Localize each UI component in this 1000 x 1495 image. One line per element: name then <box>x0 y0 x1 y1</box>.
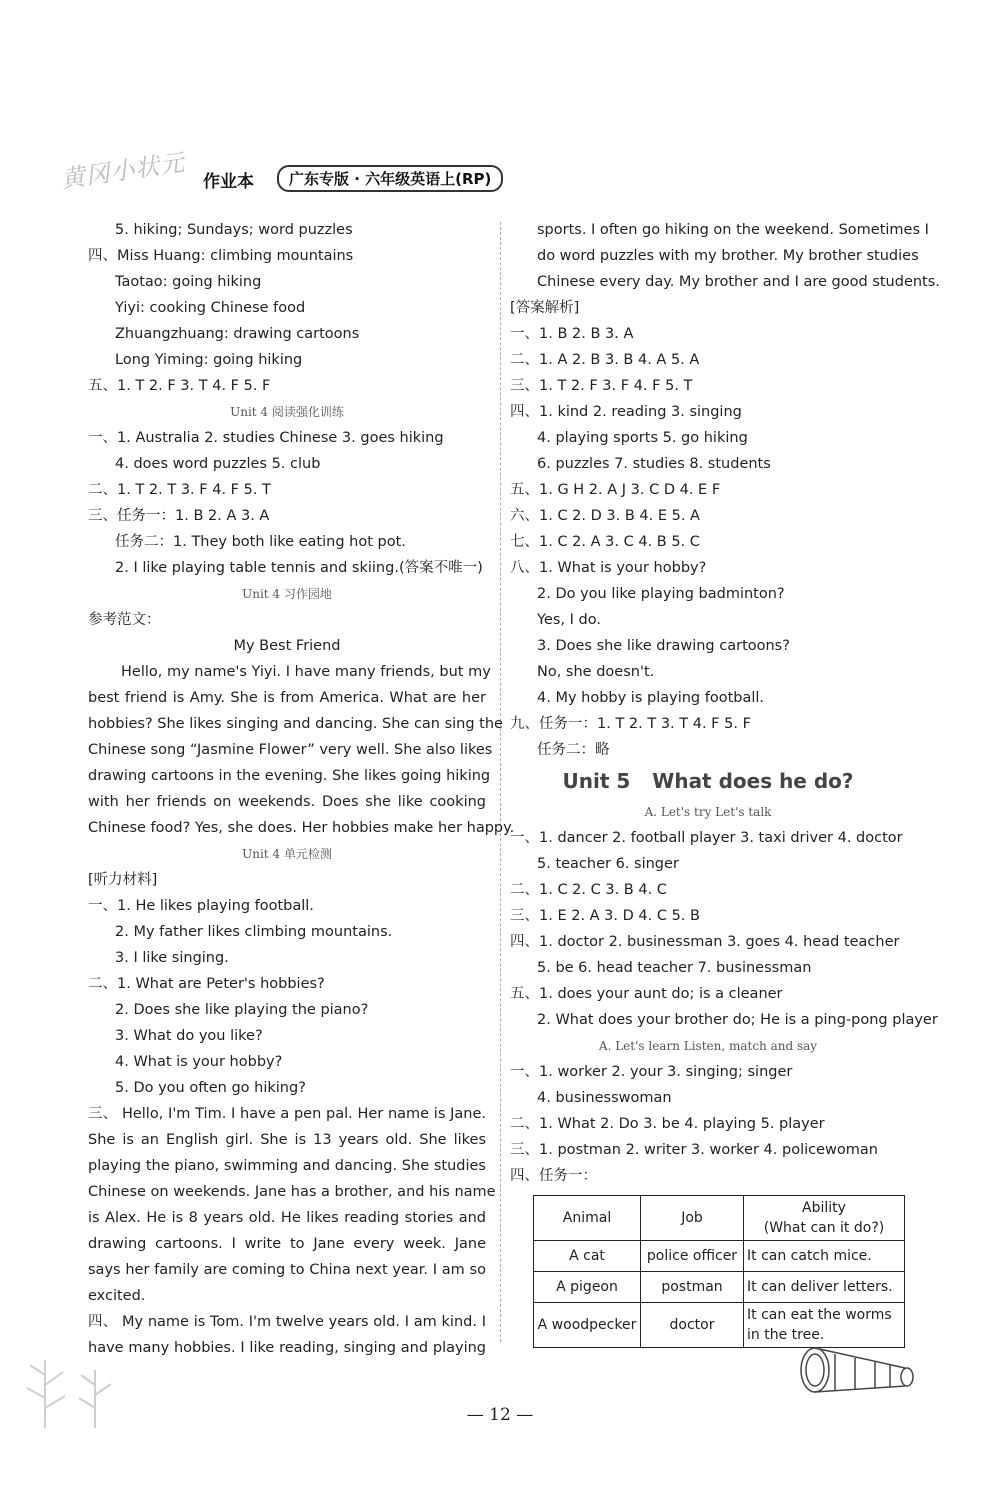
passage-line: 三、 Hello, I'm Tim. I have a pen pal. Her name is Jane. <box>88 1106 486 1122</box>
cell-ability: It can catch mice. <box>744 1241 905 1272</box>
essay-line: drawing cartoons in the evening. She likes going hiking <box>88 768 491 784</box>
answer-line: 五、1. G H 2. A J 3. C D 4. E F <box>510 482 721 498</box>
cell-job: doctor <box>641 1303 744 1348</box>
answer-line: 4. playing sports 5. go hiking <box>537 430 748 446</box>
answer-line: Yiyi: cooking Chinese food <box>115 300 306 316</box>
essay-line: Chinese song “Jasmine Flower” very well. She also likes <box>88 742 493 758</box>
essay-line: with her friends on weekends. Does she like cooking <box>88 794 486 810</box>
passage-line: 四、 My name is Tom. I'm twelve years old. I am kind. I <box>88 1314 486 1330</box>
answer-line: 3. Does she like drawing cartoons? <box>537 638 790 654</box>
answer-line: 5. teacher 6. singer <box>537 856 679 872</box>
header-animal: Animal <box>534 1196 641 1241</box>
column-divider <box>500 222 501 1342</box>
answer-line: 一、1. worker 2. your 3. singing; singer <box>510 1064 793 1080</box>
section-heading: A. Let's try Let's talk <box>644 805 772 819</box>
passage-line: says her family are coming to China next year. I am so <box>88 1262 486 1278</box>
edition-badge: 广东专版 · 六年级英语上(RP) <box>277 165 503 192</box>
answer-line: 2. I like playing table tennis and skiing.(答案不唯一) <box>115 560 483 576</box>
cell-ability: It can deliver letters. <box>744 1272 905 1303</box>
essay-line: best friend is Amy. She is from America. What are her <box>88 690 486 706</box>
passage-line: excited. <box>88 1288 146 1304</box>
cell-animal: A pigeon <box>534 1272 641 1303</box>
answer-line: 七、1. C 2. A 3. C 4. B 5. C <box>510 534 700 550</box>
table-header-row <box>534 1196 905 1241</box>
answer-line: 三、1. T 2. F 3. F 4. F 5. T <box>510 378 693 394</box>
header-ability <box>744 1196 905 1241</box>
passage-line: drawing cartoons. I write to Jane every week. Jane <box>88 1236 486 1252</box>
answer-line: 九、任务一：1. T 2. T 3. T 4. F 5. F <box>510 716 751 732</box>
answer-line: 2. Do you like playing badminton? <box>537 586 785 602</box>
answer-line: 任务二：1. They both like eating hot pot. <box>115 534 406 550</box>
cell-job: postman <box>641 1272 744 1303</box>
section-heading: Unit 4 阅读强化训练 <box>230 405 344 419</box>
right-column <box>510 217 940 1348</box>
answer-line: 2. What does your brother do; He is a ping-pong player <box>537 1012 938 1028</box>
telescope-icon <box>795 1340 925 1410</box>
header-ability-title: Ability <box>802 1200 846 1216</box>
passage-line: sports. I often go hiking on the weekend. Sometimes I <box>537 222 929 238</box>
answer-line: 二、1. A 2. B 3. B 4. A 5. A <box>510 352 700 368</box>
unit-name: What does he do? <box>652 769 854 793</box>
passage-line: is Alex. He is 8 years old. He likes reading stories and <box>88 1210 486 1226</box>
answer-line: 2. Does she like playing the piano? <box>115 1002 369 1018</box>
book-type: 作业本 <box>203 172 254 192</box>
table-row <box>534 1241 905 1272</box>
answer-line: 5. hiking; Sundays; word puzzles <box>115 222 353 238</box>
header-ability-subtitle: (What can it do?) <box>763 1220 885 1236</box>
header-job: Job <box>641 1196 744 1241</box>
page-header <box>55 145 535 195</box>
answer-line: 四、1. kind 2. reading 3. singing <box>510 404 742 420</box>
cell-job: police officer <box>641 1241 744 1272</box>
answer-line: 四、1. doctor 2. businessman 3. goes 4. head teacher <box>510 934 900 950</box>
cell-animal: A woodpecker <box>534 1303 641 1348</box>
animal-job-table <box>533 1195 905 1348</box>
answer-line: 四、Miss Huang: climbing mountains <box>88 248 354 264</box>
essay-line: hobbies? She likes singing and dancing. She can sing the <box>88 716 503 732</box>
answer-line: 6. puzzles 7. studies 8. students <box>537 456 771 472</box>
essay-line: Chinese food? Yes, she does. Her hobbies make her happy. <box>88 820 515 836</box>
answer-line: 3. What do you like? <box>115 1028 263 1044</box>
passage-line: She is an English girl. She is 13 years old. She likes <box>88 1132 486 1148</box>
answer-line: 一、1. Australia 2. studies Chinese 3. goes hiking <box>88 430 444 446</box>
answer-line: [听力材料] <box>88 872 158 888</box>
answer-line: 六、1. C 2. D 3. B 4. E 5. A <box>510 508 700 524</box>
section-heading: Unit 4 单元检测 <box>242 847 332 861</box>
answer-line: 4. does word puzzles 5. club <box>115 456 321 472</box>
answer-line: 一、1. He likes playing football. <box>88 898 314 914</box>
answer-line: 二、1. T 2. T 3. F 4. F 5. T <box>88 482 271 498</box>
essay-title: My Best Friend <box>233 638 341 654</box>
answer-line: 五、1. T 2. F 3. T 4. F 5. F <box>88 378 271 394</box>
answer-line: 任务二：略 <box>537 742 610 758</box>
page-number: — 12 — <box>466 1405 534 1425</box>
answer-line: 4. My hobby is playing football. <box>537 690 765 706</box>
cell-ability: It can eat the worms in the tree. <box>744 1303 905 1348</box>
answer-line: 2. My father likes climbing mountains. <box>115 924 393 940</box>
answer-line: 三、1. postman 2. writer 3. worker 4. policewoman <box>510 1142 878 1158</box>
answer-line: 四、任务一： <box>510 1168 597 1184</box>
passage-line: do word puzzles with my brother. My brother studies <box>537 248 919 264</box>
essay-line: Hello, my name's Yiyi. I have many friends, but my <box>121 664 491 680</box>
answer-line: 一、1. B 2. B 3. A <box>510 326 634 342</box>
answer-line: No, she doesn't. <box>537 664 655 680</box>
unit-number: Unit 5 <box>562 769 631 793</box>
answer-line: 4. businesswoman <box>537 1090 672 1106</box>
passage-line: have many hobbies. I like reading, singing and playing <box>88 1340 486 1356</box>
answer-line: 三、1. E 2. A 3. D 4. C 5. B <box>510 908 700 924</box>
answer-line: 二、1. What 2. Do 3. be 4. playing 5. player <box>510 1116 825 1132</box>
passage-line: Chinese on weekends. Jane has a brother, and his name <box>88 1184 496 1200</box>
answer-line: 参考范文： <box>88 612 161 628</box>
answer-line: Yes, I do. <box>537 612 601 628</box>
table-row <box>534 1272 905 1303</box>
section-heading: A. Let's learn Listen, match and say <box>598 1039 818 1053</box>
cell-animal: A cat <box>534 1241 641 1272</box>
answer-line: 二、1. C 2. C 3. B 4. C <box>510 882 667 898</box>
answer-line: [答案解析] <box>510 300 580 316</box>
answer-line: 八、1. What is your hobby? <box>510 560 707 576</box>
tree-decoration-icon <box>15 1350 125 1430</box>
passage-line: Chinese every day. My brother and I are good students. <box>537 274 940 290</box>
answer-line: Long Yiming: going hiking <box>115 352 303 368</box>
answer-line: Taotao: going hiking <box>115 274 262 290</box>
answer-line: 5. Do you often go hiking? <box>115 1080 306 1096</box>
passage-line: playing the piano, swimming and dancing. She studies <box>88 1158 486 1174</box>
answer-line: 一、1. dancer 2. football player 3. taxi driver 4. doctor <box>510 830 903 846</box>
answer-line: 4. What is your hobby? <box>115 1054 283 1070</box>
answer-line: 五、1. does your aunt do; is a cleaner <box>510 986 783 1002</box>
section-heading: Unit 4 习作园地 <box>242 587 332 601</box>
left-column <box>88 217 515 1361</box>
answer-line: Zhuangzhuang: drawing cartoons <box>115 326 360 342</box>
brand-logo: 黄冈小状元 <box>59 148 187 194</box>
unit-title <box>510 763 906 799</box>
answer-line: 3. I like singing. <box>115 950 229 966</box>
answer-line: 三、任务一：1. B 2. A 3. A <box>88 508 270 524</box>
answer-line: 二、1. What are Peter's hobbies? <box>88 976 325 992</box>
answer-line: 5. be 6. head teacher 7. businessman <box>537 960 812 976</box>
